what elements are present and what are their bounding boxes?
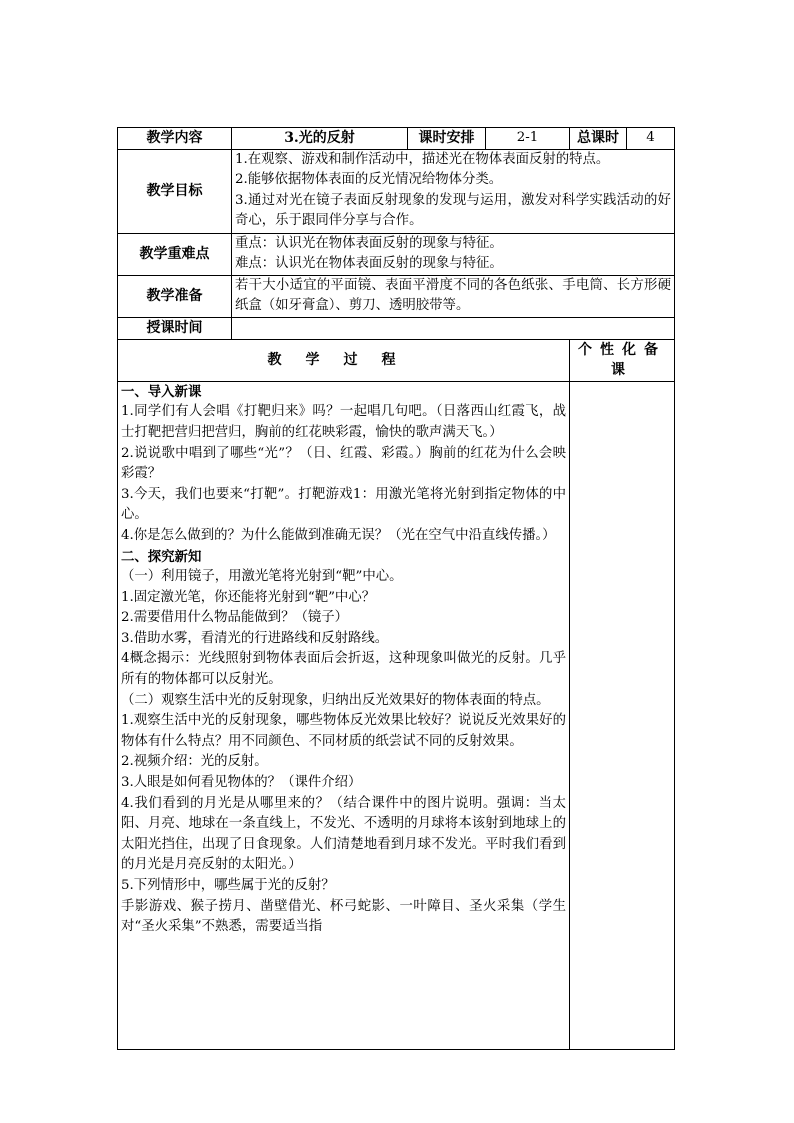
process-paragraph: 3.借助水雾，看清光的行进路线和反射路线。: [121, 630, 389, 646]
schedule-value: 2-1: [486, 128, 570, 150]
lesson-plan-page: [117, 127, 674, 1050]
personalized-notes: [570, 381, 675, 1049]
content-value: 3.光的反射: [232, 128, 408, 150]
personalized-heading: 个性化备课: [570, 339, 675, 381]
process-section-heading: 一、导入新课: [121, 383, 202, 400]
content-label: 教学内容: [118, 128, 232, 150]
process-paragraph: 1.观察生活中光的反射现象，哪些物体反光效果比较好？说说反光效果好的物体有什么特点？用不同颜色、不同材质的纸尝试不同的反射效果。: [121, 713, 567, 749]
key-points-row: [118, 233, 675, 275]
process-content: [118, 381, 570, 1049]
process-paragraph: 4.你是怎么做到的？为什么能做到准确无误？（光在空气中沿直线传播。）: [121, 527, 556, 543]
preparation-text: 若干大小适宜的平面镜、表面平滑度不同的各色纸张、手电筒、长方形硬纸盒（如牙膏盒）、剪刀、透明胶带等。: [235, 277, 672, 314]
process-heading: 教学过程: [118, 339, 570, 381]
key-point: 重点：认识光在物体表面反射的现象与特征。: [235, 235, 503, 251]
teach-time-label: 授课时间: [118, 317, 232, 339]
objectives-content: [232, 149, 675, 233]
process-paragraph: 4概念揭示：光线照射到物体表面后会折返，这种现象叫做光的反射。几乎所有的物体都可以反射光。: [121, 651, 567, 688]
process-paragraph: 4.我们看到的月光是从哪里来的？（结合课件中的图片说明。强调：当太阳、月亮、地球在一条直线上，不发光、不透明的月球将本该射到地球上的太阳光挡住，出现了日食现象。人们清楚地看到月球不发光。平时我们看到的月光是月亮反射的太阳光。）: [121, 795, 567, 873]
process-paragraph: （一）利用镜子，用激光笔将光射到“靶”中心。: [121, 569, 403, 585]
process-header-row: [118, 339, 675, 381]
preparation-label: 教学准备: [118, 275, 232, 317]
difficult-point: 难点：认识光在物体表面反射的现象与特征。: [235, 256, 503, 272]
process-paragraph: （二）观察生活中光的反射现象，归纳出反光效果好的物体表面的特点。: [121, 692, 550, 708]
process-row: [118, 381, 675, 1049]
key-points-label: 教学重难点: [118, 233, 232, 275]
objectives-label: 教学目标: [118, 149, 232, 233]
total-label: 总课时: [570, 128, 627, 150]
process-paragraph: 2.视频介绍：光的反射。: [121, 754, 268, 770]
process-paragraph: 手影游戏、猴子捞月、凿壁借光、杯弓蛇影、一叶障目、圣火采集（学生对“圣火采集”不熟悉，需要适当指: [121, 898, 567, 935]
header-row: [118, 128, 675, 150]
objective-2: 2.能够依据物体表面的反光情况给物体分类。: [235, 172, 503, 188]
process-paragraph: 5.下列情形中，哪些属于光的反射？: [121, 878, 335, 893]
preparation-row: [118, 275, 675, 317]
lesson-plan-table: [117, 127, 675, 1050]
key-points-content: [232, 233, 675, 275]
process-paragraph: 3.人眼是如何看见物体的？（课件介绍）: [121, 775, 362, 791]
teach-time-value: [232, 317, 675, 339]
process-paragraph: 2.需要借用什么物品能做到？（镜子）: [121, 610, 349, 626]
objective-1: 1.在观察、游戏和制作活动中，描述光在物体表面反射的特点。: [235, 151, 610, 167]
total-value: 4: [627, 128, 675, 150]
process-section-heading: 二、探究新知: [121, 548, 202, 565]
objectives-row: [118, 149, 675, 233]
schedule-label: 课时安排: [408, 128, 486, 150]
objective-3: 3.通过对光在镜子表面反射现象的发现与运用，激发对科学实践活动的好奇心，乐于跟同伴分享与合作。: [235, 192, 672, 229]
teach-time-row: [118, 317, 675, 339]
process-paragraph: 3.今天，我们也要来“打靶”。打靶游戏1：用激光笔将光射到指定物体的中心。: [121, 486, 567, 523]
process-paragraph: 2.说说歌中唱到了哪些“光”？（日、红霞、彩霞。）胸前的红花为什么会映彩霞？: [121, 445, 567, 482]
process-paragraph: 1.同学们有人会唱《打靶归来》吗？一起唱几句吧。（日落西山红霞飞，战士打靶把营归把营归，胸前的红花映彩霞，愉快的歌声满天飞。）: [121, 404, 567, 440]
preparation-content: [232, 275, 675, 317]
process-paragraph: 1.固定激光笔，你还能将光射到“靶”中心？: [121, 589, 376, 605]
